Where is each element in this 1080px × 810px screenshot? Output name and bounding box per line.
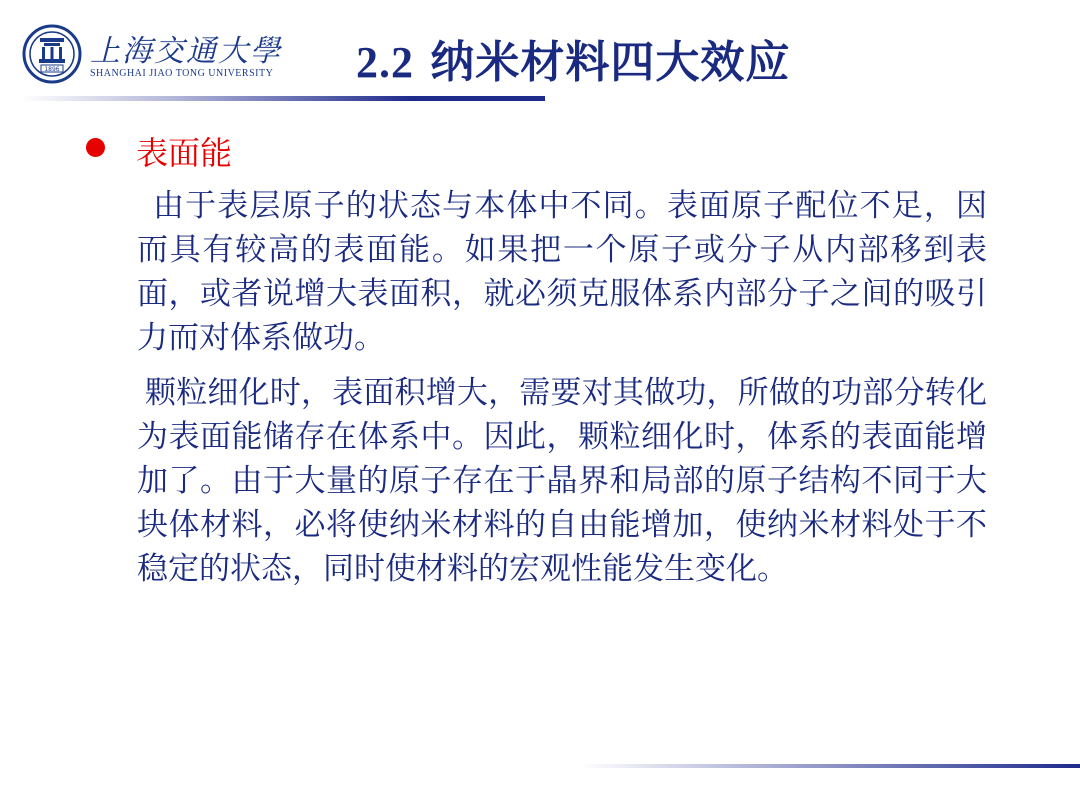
bullet-dot-icon	[86, 138, 105, 157]
logo-name-english: SHANGHAI JIAO TONG UNIVERSITY	[90, 68, 274, 79]
paragraph-1: 由于表层原子的状态与本体中不同。表面原子配位不足，因而具有较高的表面能。如果把一个原子或分子从内部移到表面，或者说增大表面积，就必须克服体系内部分子之间的吸引力而对体系做功。	[137, 188, 987, 356]
paragraph-2: 颗粒细化时，表面积增大，需要对其做功，所做的功部分转化为表面能储存在体系中。因此，颗粒细化时，体系的表面能增加了。由于大量的原子存在于晶界和局部的原子结构不同于大块体材料，必将使纳米材料的自由能增加，使纳米材料处于不稳定的状态，同时使材料的宏观性能发生变化。	[137, 375, 987, 587]
bullet-heading: 表面能	[136, 134, 233, 172]
university-logo	[22, 24, 282, 84]
footer-divider	[580, 764, 1080, 768]
university-seal-icon	[22, 24, 82, 84]
title-text: 纳米材料四大效应	[430, 37, 791, 88]
header-divider	[20, 96, 545, 101]
title-number: 2.2	[356, 38, 414, 87]
slide-title	[356, 26, 790, 90]
svg-text:1896: 1896	[44, 66, 60, 73]
logo-name-chinese: 上海交通大學	[90, 34, 282, 69]
